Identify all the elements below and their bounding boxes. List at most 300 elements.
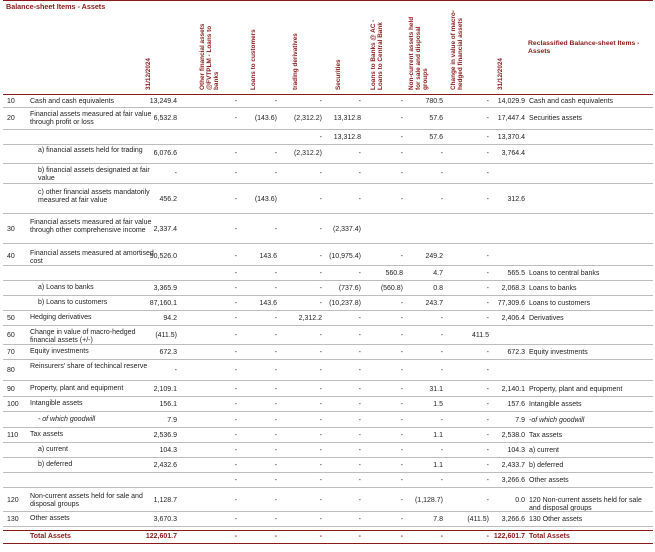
row-value: -	[319, 299, 322, 307]
table-row	[3, 110, 653, 130]
row-description: a) current	[38, 446, 68, 453]
row-value: 2,068.3	[501, 284, 525, 292]
table-row	[3, 188, 653, 214]
row-value: -	[358, 366, 361, 374]
row-description: Financial assets measured at amortised cost	[30, 250, 154, 265]
row-value: -	[400, 150, 403, 157]
row-value: 560.8	[385, 269, 403, 277]
row-value: -	[319, 98, 322, 105]
row-value: -	[319, 446, 322, 454]
row-value: -	[358, 170, 361, 177]
table-row	[3, 514, 653, 527]
row-value: -	[486, 284, 489, 292]
row-value: -	[486, 115, 489, 122]
row-code: 100	[7, 400, 19, 408]
row-value: -	[358, 150, 361, 157]
header-securities: Securities	[335, 59, 342, 90]
row-value: -	[358, 461, 361, 469]
header-date-2: 31/12/2024	[497, 58, 504, 90]
row-value: 6,076.6	[153, 150, 177, 157]
row-value: (143.6)	[254, 115, 277, 122]
row-value: -	[234, 385, 237, 393]
table-row	[3, 445, 653, 458]
header-top-rule	[3, 0, 653, 1]
row-value: -	[400, 400, 403, 408]
row-value: -	[319, 284, 322, 292]
row-value: 4.7	[433, 269, 443, 277]
row-description: - of which goodwill	[38, 416, 96, 423]
row-value: -	[400, 299, 403, 307]
row-code: 120	[7, 497, 19, 504]
row-value: -	[486, 269, 489, 277]
row-value: 2,109.1	[153, 385, 177, 393]
row-value: -	[400, 331, 403, 339]
header-non-current-assets: Non-current assets held for sale and disposal groups	[408, 16, 429, 90]
table-row	[3, 97, 653, 108]
row-value: 87,160.1	[149, 299, 177, 307]
row-value: (737.6)	[338, 284, 361, 292]
row-value: -	[440, 150, 443, 157]
row-value: -	[274, 461, 277, 469]
row-reclassified-label: Loans to customers	[529, 299, 591, 307]
row-value: -	[400, 497, 403, 504]
row-divider	[3, 310, 653, 311]
row-value: (10,975.4)	[329, 252, 361, 260]
row-value: -	[234, 416, 237, 424]
row-value: 6,532.8	[153, 115, 177, 122]
row-value: -	[274, 385, 277, 393]
row-value: -	[400, 431, 403, 439]
row-value: -	[274, 416, 277, 424]
row-value: -	[319, 134, 322, 141]
row-value: -	[358, 497, 361, 504]
row-value: (10,237.8)	[329, 299, 361, 307]
row-value: -	[486, 400, 489, 408]
total-value: -	[358, 533, 361, 540]
row-value: -	[440, 331, 443, 339]
row-value: -	[486, 385, 489, 393]
row-value: 1.1	[433, 431, 443, 439]
header-loans-to-customers: Loans to customers	[250, 29, 257, 90]
total-value: -	[400, 533, 403, 540]
row-value: 0.0	[515, 497, 525, 504]
row-value: -	[358, 431, 361, 439]
row-value: -	[486, 98, 489, 105]
row-value: -	[319, 400, 322, 408]
row-description: b) Loans to customers	[38, 299, 108, 306]
total-value: -	[274, 533, 277, 540]
total-value: -	[486, 533, 489, 540]
row-value: 2,538.0	[501, 431, 525, 439]
row-value: -	[358, 416, 361, 424]
row-description: Change in value of macro-hedged financial assets (+/-)	[30, 329, 136, 344]
row-reclassified-label: 120 Non-current assets held for sale and disposal groups	[529, 497, 642, 512]
row-divider	[3, 511, 653, 512]
total-value: 122,601.7	[145, 533, 177, 540]
row-divider	[3, 457, 653, 458]
row-reclassified-label: Loans to central banks	[529, 269, 600, 277]
header-bottom-rule	[3, 94, 653, 95]
header-change-in-value: Change in value of macro-hedged financial assets	[450, 10, 464, 90]
table-row	[3, 362, 653, 381]
row-value: -	[358, 446, 361, 454]
row-value: -	[400, 252, 403, 260]
row-value: 143.6	[259, 299, 277, 307]
row-value: -	[400, 115, 403, 122]
row-value: -	[400, 170, 403, 177]
row-code: 20	[7, 115, 15, 122]
row-code: 70	[7, 348, 15, 356]
table-row	[3, 133, 653, 145]
row-value: -	[358, 314, 361, 322]
table-row	[3, 146, 653, 164]
row-reclassified-label: Other assets	[529, 476, 569, 484]
row-value: -	[440, 476, 443, 484]
row-value: -	[274, 170, 277, 177]
row-value: -	[274, 269, 277, 277]
row-value: 3,266.6	[501, 476, 525, 484]
row-value: -	[274, 476, 277, 484]
row-value: 57.6	[429, 115, 443, 122]
row-value: -	[486, 150, 489, 157]
row-value: -	[274, 331, 277, 339]
row-value: -	[234, 331, 237, 339]
row-description: Non-current assets held for sale and disposal groups	[30, 493, 143, 508]
row-value: 2,433.7	[501, 461, 525, 469]
row-description: Equity investments	[30, 348, 89, 355]
row-value: 456.2	[159, 196, 177, 203]
row-value: -	[440, 366, 443, 374]
row-description: b) financial assets designated at fair value	[38, 167, 150, 182]
row-value: -	[486, 299, 489, 307]
row-value: 565.5	[507, 269, 525, 277]
header-loans-to-banks-ac: Loans to Banks @ AC - Loans to Central Bank	[370, 19, 384, 90]
row-value: 143.6	[259, 252, 277, 260]
row-value: 2,312.2	[298, 314, 322, 322]
row-value: -	[400, 476, 403, 484]
row-divider	[3, 396, 653, 397]
row-value: 780.5	[425, 98, 443, 105]
header-reclassified: Reclassified Balance-sheet Items - Assets	[528, 40, 640, 55]
row-value: -	[274, 314, 277, 322]
row-reclassified-label: 130 Other assets	[529, 515, 583, 523]
table-row	[3, 475, 653, 488]
header-date-1: 31/12/2024	[145, 58, 152, 90]
table-title: Balance-sheet Items - Assets	[6, 2, 106, 11]
row-reclassified-label: Property, plant and equipment	[529, 385, 623, 393]
row-value: -	[319, 196, 322, 203]
row-value: 312.6	[507, 196, 525, 203]
row-divider	[3, 442, 653, 443]
row-reclassified-label: Securities assets	[529, 115, 582, 122]
row-value: -	[358, 331, 361, 339]
row-value: 411.5	[472, 331, 489, 339]
row-value: -	[274, 98, 277, 105]
row-value: -	[234, 446, 237, 454]
row-value: 1.1	[433, 461, 443, 469]
row-code: 40	[7, 252, 15, 260]
table-row	[3, 166, 653, 184]
row-value: -	[274, 446, 277, 454]
row-value: -	[400, 461, 403, 469]
row-value: -	[486, 497, 489, 504]
row-value: -	[274, 431, 277, 439]
row-value: 14,029.9	[497, 98, 525, 105]
row-value: -	[234, 366, 237, 374]
row-value: -	[234, 269, 237, 277]
row-value: (560.8)	[380, 284, 403, 292]
row-value: -	[400, 416, 403, 424]
row-description: Tax assets	[30, 431, 64, 438]
row-value: -	[486, 252, 489, 260]
row-value: (2,312.2)	[293, 115, 322, 122]
row-code: 80	[7, 366, 15, 374]
row-value: -	[486, 170, 489, 177]
row-description: a) financial assets held for trading	[38, 147, 143, 154]
row-value: (1,128.7)	[414, 497, 443, 504]
row-value: (2,312.2)	[293, 150, 322, 157]
row-value: -	[400, 515, 403, 523]
row-value: -	[486, 431, 489, 439]
row-value: -	[440, 348, 443, 356]
row-value: 3,670.3	[153, 515, 177, 523]
row-reclassified-label: Tax assets	[529, 431, 563, 439]
table-row	[3, 347, 653, 360]
row-value: -	[440, 446, 443, 454]
row-value: -	[486, 196, 489, 203]
row-divider	[3, 427, 653, 428]
row-code: 30	[7, 226, 15, 233]
row-value: 3,764.4	[501, 150, 525, 157]
row-value: -	[440, 416, 443, 424]
row-description: b) deferred	[38, 461, 73, 468]
row-description: Cash and cash equivalents	[30, 98, 115, 105]
total-value: 122,601.7	[493, 533, 525, 540]
row-value: -	[400, 385, 403, 393]
table-row	[3, 384, 653, 397]
row-value: -	[174, 366, 177, 374]
row-value: (411.5)	[155, 331, 177, 339]
row-value: 672.3	[507, 348, 525, 356]
row-value: -	[440, 196, 443, 203]
table-row	[3, 268, 653, 281]
table-row	[3, 218, 653, 244]
row-reclassified-label: Intangible assets	[529, 400, 582, 408]
table-row	[3, 492, 653, 512]
row-value: -	[358, 400, 361, 408]
row-value: 94.2	[163, 314, 177, 322]
row-divider	[3, 487, 653, 488]
row-value: 31.1	[429, 385, 443, 393]
row-value: 2,536.9	[153, 431, 177, 439]
row-value: 57.6	[429, 134, 443, 141]
row-value: -	[274, 366, 277, 374]
row-value: -	[400, 196, 403, 203]
row-value: -	[319, 431, 322, 439]
row-value: -	[319, 497, 322, 504]
row-value: -	[440, 170, 443, 177]
row-divider	[3, 325, 653, 326]
row-value: 1,128.7	[153, 497, 177, 504]
row-value: -	[319, 416, 322, 424]
row-description: Intangible assets	[30, 400, 83, 407]
row-value: 13,370.4	[497, 134, 525, 141]
row-value: (411.5)	[467, 515, 489, 523]
row-description: Financial assets measured at fair value through profit or loss	[30, 111, 152, 126]
row-value: 2,432.6	[153, 461, 177, 469]
row-value: -	[319, 476, 322, 484]
row-divider	[3, 526, 653, 527]
row-value: -	[400, 366, 403, 374]
table-row	[3, 460, 653, 473]
row-value: -	[234, 400, 237, 408]
row-divider	[3, 243, 653, 244]
row-value: -	[486, 366, 489, 374]
row-value: -	[274, 226, 277, 233]
row-value: 3,365.9	[153, 284, 177, 292]
row-value: -	[319, 269, 322, 277]
table-row	[3, 283, 653, 296]
row-value: -	[400, 314, 403, 322]
row-code: 130	[7, 515, 19, 523]
row-value: -	[319, 385, 322, 393]
row-value: -	[234, 348, 237, 356]
row-value: -	[319, 515, 322, 523]
row-value: -	[319, 170, 322, 177]
row-description: Hedging derivatives	[30, 314, 92, 321]
row-value: -	[234, 150, 237, 157]
row-divider	[3, 144, 653, 145]
row-code: 110	[7, 431, 19, 439]
row-reclassified-label: a) current	[529, 446, 559, 454]
row-value: -	[400, 348, 403, 356]
row-code: 50	[7, 314, 15, 322]
row-value: -	[234, 515, 237, 523]
total-value: -	[319, 533, 322, 540]
row-value: -	[234, 196, 237, 203]
row-reclassified-label: b) deferred	[529, 461, 564, 469]
row-value: -	[486, 348, 489, 356]
row-value: -	[234, 284, 237, 292]
row-value: -	[319, 226, 322, 233]
row-value: 90,526.0	[149, 252, 177, 260]
row-value: -	[274, 400, 277, 408]
row-value: -	[274, 497, 277, 504]
row-value: -	[274, 150, 277, 157]
row-value: -	[358, 348, 361, 356]
row-value: -	[358, 98, 361, 105]
row-value: -	[486, 314, 489, 322]
total-top-rule	[3, 530, 653, 531]
row-description: Property, plant and equipment	[30, 385, 124, 392]
row-code: 90	[7, 385, 15, 393]
total-value: -	[234, 533, 237, 540]
row-value: -	[358, 269, 361, 277]
row-value: 2,337.4	[153, 226, 177, 233]
row-value: -	[486, 476, 489, 484]
row-value: -	[174, 170, 177, 177]
row-description: c) other financial assets mandatorily measured at fair value	[38, 189, 150, 204]
table-row	[3, 328, 653, 345]
row-description: Other assets	[30, 515, 70, 522]
row-value: 2,406.4	[501, 314, 525, 322]
row-code: 10	[7, 98, 15, 105]
row-value: -	[234, 115, 237, 122]
row-value: 2,140.1	[501, 385, 525, 393]
row-value: 104.3	[507, 446, 525, 454]
row-value: 13,249.4	[149, 98, 177, 105]
row-value: -	[358, 196, 361, 203]
row-value: -	[234, 299, 237, 307]
row-divider	[3, 295, 653, 296]
row-value: (143.6)	[254, 196, 277, 203]
row-reclassified-label: -of which goodwill	[529, 416, 585, 424]
row-value: 3,266.6	[501, 515, 525, 523]
row-divider	[3, 380, 653, 381]
row-value: -	[234, 98, 237, 105]
row-divider	[3, 344, 653, 345]
row-divider	[3, 280, 653, 281]
row-value: 672.3	[159, 348, 177, 356]
row-reclassified-label: Equity investments	[529, 348, 588, 356]
row-value: -	[319, 461, 322, 469]
row-value: -	[400, 134, 403, 141]
row-value: 7.9	[515, 416, 525, 424]
row-value: 77,309.6	[497, 299, 525, 307]
table-row	[3, 298, 653, 311]
row-value: -	[319, 331, 322, 339]
row-value: 13,312.8	[333, 134, 361, 141]
row-divider	[3, 411, 653, 412]
row-divider	[3, 107, 653, 108]
row-value: 0.8	[433, 284, 443, 292]
row-value: -	[234, 461, 237, 469]
row-value: -	[486, 446, 489, 454]
total-label: Total Assets	[30, 533, 71, 540]
total-reclassified-label: Total Assets	[529, 533, 570, 540]
row-divider	[3, 163, 653, 164]
row-value: -	[400, 98, 403, 105]
row-value: 156.1	[159, 400, 177, 408]
header-other-financial-assets: Other financial assets @FVTPLM - Loans to banks	[199, 23, 220, 90]
table-row	[3, 415, 653, 428]
row-value: -	[274, 515, 277, 523]
row-value: -	[319, 252, 322, 260]
row-value: 1.5	[433, 400, 443, 408]
row-value: -	[234, 252, 237, 260]
row-reclassified-label: Cash and cash equivalents	[529, 98, 614, 105]
row-reclassified-label: Loans to banks	[529, 284, 577, 292]
row-value: 157.6	[507, 400, 525, 408]
row-value: -	[400, 446, 403, 454]
header-trading-derivatives: trading derivatives	[292, 33, 299, 90]
total-bottom-rule	[3, 543, 653, 544]
row-value: 7.9	[167, 416, 177, 424]
row-value: -	[274, 284, 277, 292]
row-value: 17,447.4	[497, 115, 525, 122]
row-value: (2,337.4)	[332, 226, 361, 233]
total-row	[3, 533, 653, 543]
row-divider	[3, 472, 653, 473]
row-description: Reinsurers' share of techincal reserve	[30, 363, 148, 370]
row-value: -	[440, 314, 443, 322]
row-value: 243.7	[425, 299, 443, 307]
row-divider	[3, 183, 653, 184]
row-divider	[3, 359, 653, 360]
row-value: 249.2	[425, 252, 443, 260]
row-value: -	[486, 461, 489, 469]
row-value: -	[358, 476, 361, 484]
